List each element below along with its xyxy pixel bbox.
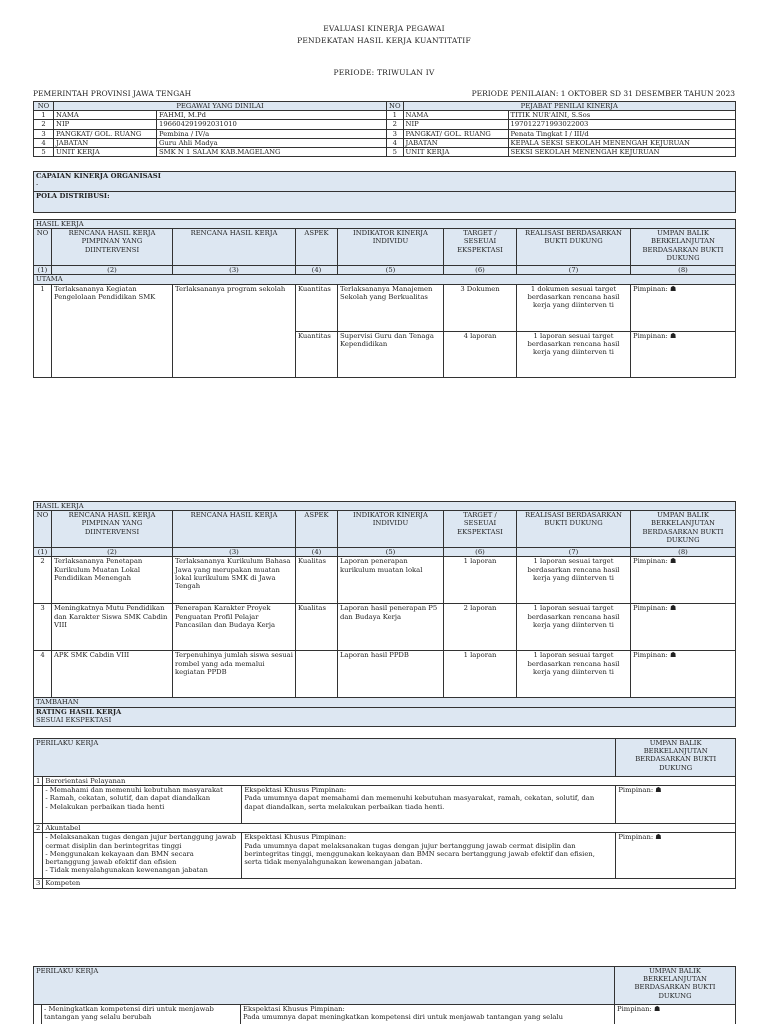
col-num: (4) [296, 266, 338, 275]
col-header: TARGET / SESEUAI EKSPEKTASI [444, 229, 517, 266]
col-num: (4) [296, 548, 338, 557]
doc-periode: PERIODE: TRIWULAN IV [333, 68, 435, 77]
aspek [296, 651, 338, 698]
rencana-pimpinan: APK SMK Cabdin VIII [52, 651, 173, 698]
realisasi: 1 dokumen sesuai target berdasarkan rencana hasil kerja yang diinterven ti [517, 284, 631, 331]
aspek: Kualitas [296, 604, 338, 651]
item-points: - Melaksanakan tugas dengan jujur bertanggung jawab cermat disiplin dan berintegritas tinggi - Menggunakan kekayaan dan BMN secara bertanggung jawab efektif dan efisien - Tidak menyalahgunakan kewenangan jabatan [43, 833, 242, 879]
capaian-value: - [36, 180, 39, 189]
umpan-balik: Pimpinan: ☗ [631, 284, 736, 331]
col-no: NO [34, 102, 54, 111]
pejabat-header: PEJABAT PENILAI KINERJA [403, 102, 735, 111]
pegawai-value: Guru Ahli Madya [157, 138, 387, 147]
identity-row [34, 138, 736, 147]
col-header: REALISASI BERDASARKAN BUKTI DUKUNG [517, 229, 631, 266]
item-title: Berorientasi Pelayanan [43, 777, 736, 786]
rating-value: SESUAI EKSPEKTASI [36, 715, 112, 724]
indikator: Laporan hasil PPDB [338, 651, 444, 698]
rating-label: RATING HASIL KERJA [36, 707, 122, 716]
instansi-label: PEMERINTAH PROVINSI JAWA TENGAH [33, 89, 192, 98]
row-label: NIP [403, 120, 508, 129]
capaian-label: CAPAIAN KINERJA ORGANISASI [36, 172, 161, 180]
periode-penilaian: PERIODE PENILAIAN: 1 OKTOBER SD 31 DESEMBER TAHUN 2023 [471, 89, 735, 98]
rencana-hasil: Terpenuhinya jumlah siswa sesuai rombel yang ada memalui kegiatan PPDB [173, 651, 296, 698]
col-no-2: NO [387, 102, 404, 111]
col-header: NO [34, 229, 52, 266]
table-row [34, 557, 736, 604]
col-num: (2) [52, 266, 173, 275]
umpan-balik: Pimpinan: ☗ [631, 604, 736, 651]
indikator: Laporan hasil penerapan P5 dan Budaya Kerja [338, 604, 444, 651]
col-header: RENCANA HASIL KERJA [173, 229, 296, 266]
umpan-balik: Pimpinan: ☗ [631, 557, 736, 604]
indikator: Supervisi Guru dan Tenaga Kependidikan [338, 331, 444, 377]
capaian-table [33, 171, 736, 213]
target: 1 laporan [444, 557, 517, 604]
item-no: 2 [34, 824, 43, 833]
target: 2 laporan [444, 604, 517, 651]
col-num: (8) [631, 266, 736, 275]
item-title: Kompeten [43, 879, 736, 888]
row-no: 2 [34, 120, 54, 129]
row-no: 1 [34, 284, 52, 377]
col-num: (6) [444, 266, 517, 275]
perilaku-table-1 [33, 738, 736, 889]
col-num: (6) [444, 548, 517, 557]
item-no: 1 [34, 777, 43, 786]
row-no: 4 [34, 138, 54, 147]
row-no: 2 [387, 120, 404, 129]
row-label: PANGKAT/ GOL. RUANG [403, 129, 508, 138]
item-points: - Meningkatkan kompetensi diri untuk menjawab tantangan yang selalu berubah [42, 1005, 241, 1024]
row-label: JABATAN [54, 138, 157, 147]
rencana-pimpinan: Terlaksananya Kegiatan Pengelolaan Pendidikan SMK [52, 284, 173, 377]
col-header: INDIKATOR KINERJA INDIVIDU [338, 511, 444, 548]
row-no: 5 [387, 148, 404, 157]
identity-row [34, 120, 736, 129]
col-header: ASPEK [296, 511, 338, 548]
identity-row [34, 148, 736, 157]
rencana-hasil: Terlaksananya Kurikulum Bahasa Jawa yang merupakan muatan lokal kurikulum SMK di Jawa Tengah [173, 557, 296, 604]
col-num: (3) [173, 266, 296, 275]
col-header: UMPAN BALIK BERKELANJUTAN BERDASARKAN BUKTI DUKUNG [631, 511, 736, 548]
col-header: NO [34, 511, 52, 548]
umpan-balik: Pimpinan: ☗ [616, 786, 736, 824]
row-label: NAMA [403, 111, 508, 120]
tambahan-label: TAMBAHAN [34, 698, 736, 707]
row-no: 1 [34, 111, 54, 120]
hasil-kerja-table-1 [33, 219, 736, 378]
col-num: (2) [52, 548, 173, 557]
col-header: INDIKATOR KINERJA INDIVIDU [338, 229, 444, 266]
rencana-hasil: Terlaksananya program sekolah [173, 284, 296, 377]
item-ekspektasi: Ekspektasi Khusus Pimpinan: Pada umumnya dapat memahami dan memenuhi kebutuhan masyarakat, ramah, cekatan, solutif, dan dapat diandalkan, serta melakukan perbaikan tiada henti. [242, 786, 616, 824]
table-row [34, 651, 736, 698]
item-no: 3 [34, 879, 43, 888]
col-num: (1) [34, 266, 52, 275]
col-header: UMPAN BALIK BERKELANJUTAN BERDASARKAN BUKTI DUKUNG [631, 229, 736, 266]
col-num: (3) [173, 548, 296, 557]
col-header: RENCANA HASIL KERJA [173, 511, 296, 548]
col-header: REALISASI BERDASARKAN BUKTI DUKUNG [517, 511, 631, 548]
umpan-balik: Pimpinan: ☗ [631, 331, 736, 377]
table-row [34, 284, 736, 331]
rencana-hasil: Penerapan Karakter Proyek Penguatan Profil Pelajar Pancasilan dan Budaya Kerja [173, 604, 296, 651]
umpan-balik: Pimpinan: ☗ [616, 833, 736, 879]
identity-row [34, 129, 736, 138]
item-ekspektasi: Ekspektasi Khusus Pimpinan: Pada umumnya dapat melaksanakan tugas dengan jujur bertanggung jawab cermat disiplin dan berintegritas tinggi, menggunakan kekayaan dan BMN secara bertanggung jawab efektif dan efisien, serta tidak menyalahgunakan kewenangan jabatan. [242, 833, 616, 879]
row-no: 3 [34, 129, 54, 138]
rencana-pimpinan: Meningkatnya Mutu Pendidikan dan Karakter Siswa SMK Cabdin VIII [52, 604, 173, 651]
pola-label: POLA DISTRIBUSI: [34, 192, 736, 213]
row-no: 4 [34, 651, 52, 698]
identity-table [33, 101, 736, 157]
pegawai-value: SMK N 1 SALAM KAB.MAGELANG [157, 148, 387, 157]
item-ekspektasi: Ekspektasi Khusus Pimpinan: Pada umumnya dapat meningkatkan kompetensi diri untuk menjawab tantangan yang selalu [241, 1005, 615, 1024]
col-num: (1) [34, 548, 52, 557]
realisasi: 1 laporan sesuai target berdasarkan rencana hasil kerja yang diinterven ti [517, 331, 631, 377]
pegawai-value: Pembina / IV/a [157, 129, 387, 138]
row-no: 3 [387, 129, 404, 138]
perilaku-label: PERILAKU KERJA [34, 967, 615, 1005]
row-no: 5 [34, 148, 54, 157]
row-no: 1 [387, 111, 404, 120]
indikator: Terlaksananya Manajemen Sekolah yang Berkualitas [338, 284, 444, 331]
row-label: UNIT KERJA [403, 148, 508, 157]
umpan-header: UMPAN BALIK BERKELANJUTAN BERDASARKAN BUKTI DUKUNG [616, 739, 736, 777]
perilaku-row [34, 833, 736, 879]
identity-row [34, 111, 736, 120]
col-num: (7) [517, 266, 631, 275]
realisasi: 1 laporan sesuai target berdasarkan rencana hasil kerja yang diinterven ti [517, 604, 631, 651]
row-label: NAMA [54, 111, 157, 120]
doc-subtitle: PENDEKATAN HASIL KERJA KUANTITATIF [297, 36, 471, 45]
umpan-balik: Pimpinan: ☗ [631, 651, 736, 698]
perilaku-label: PERILAKU KERJA [34, 739, 616, 777]
target: 1 laporan [444, 651, 517, 698]
umpan-balik: Pimpinan: ☗ [615, 1005, 736, 1024]
pejabat-value: 197012271993022003 [508, 120, 735, 129]
row-label: JABATAN [403, 138, 508, 147]
perilaku-table-2 [33, 966, 736, 1024]
perilaku-row [34, 1005, 736, 1024]
col-num: (5) [338, 548, 444, 557]
item-points: - Memahami dan memenuhi kebutuhan masyarakat - Ramah, cekatan, solutif, dan dapat diandalkan - Melakukan perbaikan tiada henti [43, 786, 242, 824]
pegawai-value: FAHMI, M.Pd [157, 111, 387, 120]
rencana-pimpinan: Terlaksananya Penetapan Kurikulum Muatan Lokal Pendidikan Menengah [52, 557, 173, 604]
hasil-kerja-label: HASIL KERJA [34, 220, 736, 229]
item-title: Akuntabel [43, 824, 736, 833]
pegawai-header: PEGAWAI YANG DINILAI [54, 102, 387, 111]
col-num: (7) [517, 548, 631, 557]
target: 4 laporan [444, 331, 517, 377]
utama-label: UTAMA [34, 275, 736, 284]
perilaku-row [34, 786, 736, 824]
hasil-kerja-label: HASIL KERJA [34, 502, 736, 511]
aspek: Kuantitas [296, 284, 338, 331]
col-num: (8) [631, 548, 736, 557]
table-row [34, 604, 736, 651]
row-no: 3 [34, 604, 52, 651]
row-label: NIP [54, 120, 157, 129]
row-label: UNIT KERJA [54, 148, 157, 157]
umpan-header: UMPAN BALIK BERKELANJUTAN BERDASARKAN BUKTI DUKUNG [615, 967, 736, 1005]
target: 3 Dokumen [444, 284, 517, 331]
aspek: Kualitas [296, 557, 338, 604]
pejabat-value: SEKSI SEKOLAH MENENGAH KEJURUAN [508, 148, 735, 157]
pejabat-value: KEPALA SEKSI SEKOLAH MENENGAH KEJURUAN [508, 138, 735, 147]
col-header: RENCANA HASIL KERJA PIMPINAN YANG DIINTERVENSI [52, 229, 173, 266]
realisasi: 1 laporan sesuai target berdasarkan rencana hasil kerja yang diinterven ti [517, 557, 631, 604]
realisasi: 1 laporan sesuai target berdasarkan rencana hasil kerja yang diinterven ti [517, 651, 631, 698]
indikator: Laporan penerapan kurikulum muatan lokal [338, 557, 444, 604]
row-no: 2 [34, 557, 52, 604]
col-num: (5) [338, 266, 444, 275]
row-no: 4 [387, 138, 404, 147]
pejabat-value: Penata Tingkat I / III/d [508, 129, 735, 138]
row-label: PANGKAT/ GOL. RUANG [54, 129, 157, 138]
pegawai-value: 196604291992031010 [157, 120, 387, 129]
hasil-kerja-table-2 [33, 501, 736, 727]
aspek: Kuantitas [296, 331, 338, 377]
pejabat-value: TITIK NUR'AINI, S.Sos [508, 111, 735, 120]
col-header: ASPEK [296, 229, 338, 266]
col-header: RENCANA HASIL KERJA PIMPINAN YANG DIINTERVENSI [52, 511, 173, 548]
doc-title: EVALUASI KINERJA PEGAWAI [323, 24, 445, 33]
col-header: TARGET / SESEUAI EKSPEKTASI [444, 511, 517, 548]
